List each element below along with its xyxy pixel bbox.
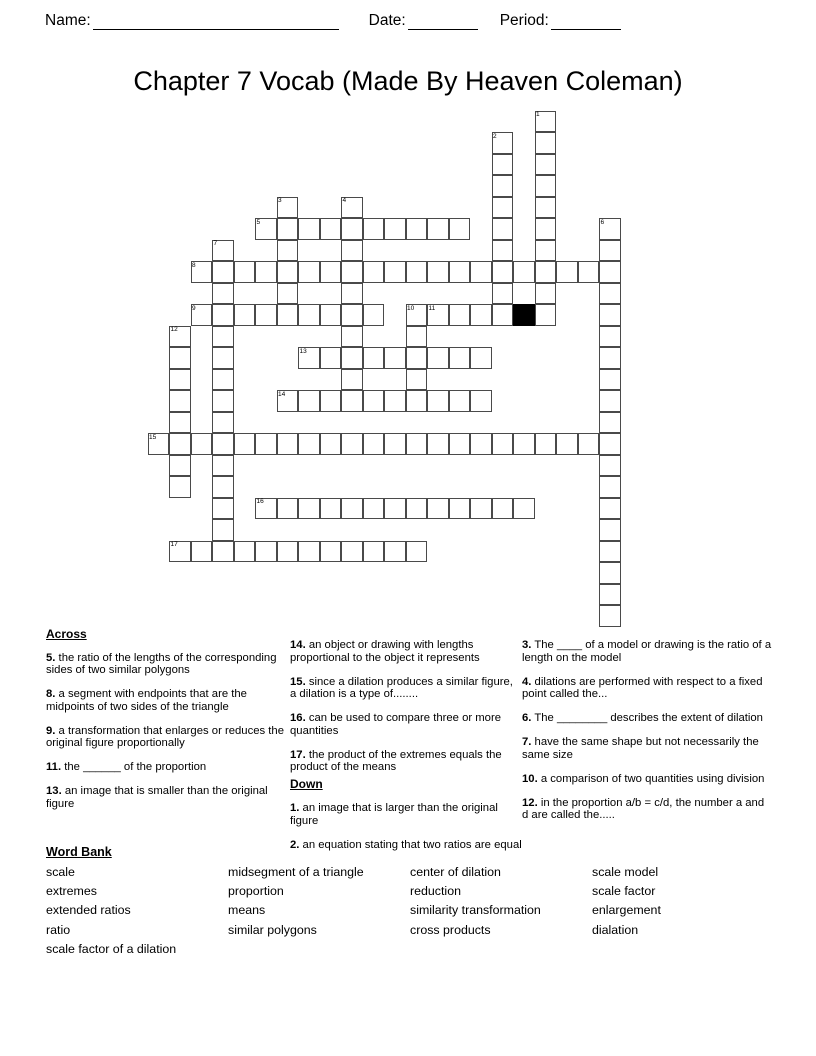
crossword-cell[interactable]: [535, 197, 557, 219]
crossword-cell[interactable]: [191, 261, 213, 283]
crossword-cell[interactable]: [556, 433, 578, 455]
word-bank-item[interactable]: ratio: [46, 922, 71, 937]
crossword-cell[interactable]: [427, 218, 449, 240]
crossword-cell[interactable]: [556, 261, 578, 283]
crossword-cell[interactable]: [341, 369, 363, 391]
crossword-cell[interactable]: [535, 433, 557, 455]
crossword-cell[interactable]: [470, 347, 492, 369]
clues-column-1: [46, 628, 290, 815]
crossword-cell[interactable]: [341, 541, 363, 563]
crossword-cell[interactable]: [513, 433, 535, 455]
crossword-cell[interactable]: [212, 433, 234, 455]
crossword-cell[interactable]: [427, 304, 449, 326]
crossword-cell[interactable]: [341, 390, 363, 412]
crossword-cell[interactable]: [320, 347, 342, 369]
crossword-cell[interactable]: [277, 240, 299, 262]
across-clue-item: [46, 688, 290, 713]
crossword-cell-number: 2: [493, 132, 497, 140]
crossword-cell[interactable]: [341, 326, 363, 348]
clue-number: 2.: [290, 838, 300, 851]
crossword-cell[interactable]: [492, 218, 514, 240]
crossword-cell[interactable]: [599, 562, 621, 584]
crossword-cell[interactable]: [427, 433, 449, 455]
crossword-cell[interactable]: [320, 261, 342, 283]
crossword-cell-number: 14: [278, 390, 286, 398]
crossword-cell[interactable]: [212, 304, 234, 326]
down-heading: Down: [290, 777, 323, 792]
crossword-cell[interactable]: [212, 476, 234, 498]
clue-number: 3.: [522, 639, 532, 652]
crossword-cell[interactable]: [406, 369, 428, 391]
crossword-cell[interactable]: [341, 347, 363, 369]
crossword-cell[interactable]: [169, 326, 191, 348]
crossword-cell[interactable]: [599, 390, 621, 412]
clue-number: 7.: [522, 736, 532, 749]
crossword-cell[interactable]: [406, 218, 428, 240]
crossword-cell[interactable]: [277, 390, 299, 412]
crossword-cell[interactable]: [513, 261, 535, 283]
crossword-cell[interactable]: [320, 498, 342, 520]
crossword-cell[interactable]: [470, 261, 492, 283]
crossword-cell[interactable]: [513, 498, 535, 520]
crossword-cell[interactable]: [363, 541, 385, 563]
word-bank-item[interactable]: scale factor of a dilation: [46, 941, 177, 956]
crossword-cell[interactable]: [234, 261, 256, 283]
word-bank-item[interactable]: midsegment of a triangle: [228, 865, 364, 879]
crossword-cell[interactable]: [320, 433, 342, 455]
crossword-cell[interactable]: [384, 261, 406, 283]
crossword-cell[interactable]: [191, 541, 213, 563]
crossword-cell[interactable]: [277, 498, 299, 520]
clue-number: 9.: [46, 724, 56, 737]
down-clue-list-part2: [522, 639, 772, 821]
crossword-cell[interactable]: [535, 240, 557, 262]
crossword-cell[interactable]: [492, 498, 514, 520]
crossword-cell[interactable]: [298, 347, 320, 369]
word-bank-item[interactable]: cross products: [410, 922, 491, 937]
down-clue-item: [522, 712, 772, 725]
crossword-cell-number: 3: [278, 197, 282, 204]
clue-text: The ________ describes the extent of dilation: [531, 712, 763, 725]
crossword-cell[interactable]: [406, 433, 428, 455]
clue-text: since a dilation produces a similar figure, a dilation is a type of........: [290, 675, 513, 701]
crossword-cell[interactable]: [599, 433, 621, 455]
clue-text: an object or drawing with lengths proportional to the object it represents: [290, 639, 480, 664]
crossword-cell[interactable]: [277, 304, 299, 326]
clue-number: 5.: [46, 651, 56, 664]
crossword-cell[interactable]: [212, 283, 234, 305]
word-bank-item[interactable]: enlargement: [592, 903, 661, 918]
clues-column-3: [522, 628, 772, 826]
crossword-cell[interactable]: [492, 132, 514, 154]
crossword-cell[interactable]: [535, 175, 557, 197]
crossword-cell[interactable]: [578, 433, 600, 455]
crossword-cell[interactable]: [212, 390, 234, 412]
crossword-cell[interactable]: [599, 412, 621, 434]
crossword-blocked-cell: [513, 304, 535, 326]
period-label: Period:: [499, 12, 549, 29]
crossword-cell[interactable]: [427, 390, 449, 412]
word-bank-item[interactable]: scale: [46, 865, 75, 879]
crossword-cell[interactable]: [599, 304, 621, 326]
crossword-cell[interactable]: [406, 304, 428, 326]
crossword-cell[interactable]: [320, 541, 342, 563]
crossword-cell[interactable]: [492, 240, 514, 262]
crossword-cell[interactable]: [384, 347, 406, 369]
crossword-cell[interactable]: [492, 197, 514, 219]
crossword-cell-number: 11: [428, 304, 436, 312]
crossword-cell[interactable]: [535, 261, 557, 283]
crossword-cell[interactable]: [406, 347, 428, 369]
clue-text: the ratio of the lengths of the corresponding sides of two similar polygons: [46, 651, 277, 677]
crossword-cell[interactable]: [492, 175, 514, 197]
crossword-cell-number: 6: [600, 218, 605, 226]
crossword-cell[interactable]: [427, 261, 449, 283]
crossword-cell[interactable]: [298, 498, 320, 520]
across-clue-item: [46, 652, 290, 677]
crossword-cell[interactable]: [599, 476, 621, 498]
crossword-cell[interactable]: [298, 433, 320, 455]
crossword-cell[interactable]: [298, 261, 320, 283]
crossword-cell[interactable]: [599, 283, 621, 305]
crossword-cell[interactable]: [255, 261, 277, 283]
crossword-cell[interactable]: [234, 433, 256, 455]
crossword-cell[interactable]: [255, 304, 277, 326]
crossword-cell[interactable]: [449, 433, 471, 455]
word-bank-section: [46, 845, 776, 959]
crossword-cell-number: 5: [256, 218, 261, 226]
crossword-cell[interactable]: [234, 304, 256, 326]
crossword-cell[interactable]: [341, 304, 363, 326]
crossword-cell[interactable]: [449, 218, 471, 240]
clue-number: 11.: [46, 761, 62, 774]
down-clue-item: [522, 773, 772, 786]
crossword-cell[interactable]: [363, 218, 385, 240]
crossword-cell[interactable]: [384, 218, 406, 240]
clue-number: 16.: [290, 712, 306, 725]
crossword-cell[interactable]: [492, 433, 514, 455]
crossword-cell[interactable]: [298, 218, 320, 240]
crossword-cell-number: 7: [213, 240, 218, 247]
crossword-cell[interactable]: [599, 584, 621, 606]
down-clue-item: [522, 736, 772, 761]
clue-number: 17.: [290, 748, 306, 761]
across-clue-item: [46, 785, 290, 810]
crossword-cell[interactable]: [320, 390, 342, 412]
crossword-cell[interactable]: [169, 476, 191, 498]
across-clue-item: [290, 749, 522, 774]
crossword-cell[interactable]: [363, 347, 385, 369]
crossword-cell[interactable]: [277, 433, 299, 455]
crossword-cell[interactable]: [212, 541, 234, 563]
clue-text: The ____ of a model or drawing is the ratio of a length on the model: [522, 639, 772, 664]
word-bank-item[interactable]: similarity transformation: [410, 903, 541, 918]
clue-number: 4.: [522, 675, 532, 688]
crossword-cell[interactable]: [277, 197, 299, 219]
crossword-cell[interactable]: [406, 261, 428, 283]
crossword-cell-number: 16: [256, 498, 264, 505]
clue-text: in the proportion a/b = c/d, the number a and d are called the.....: [522, 796, 765, 822]
crossword-cell[interactable]: [449, 261, 471, 283]
clues-column-2: [290, 628, 522, 856]
crossword-cell[interactable]: [427, 347, 449, 369]
clue-text: the product of the extremes equals the product of the means: [290, 748, 502, 774]
crossword-cell[interactable]: [470, 498, 492, 520]
crossword-cell[interactable]: [406, 390, 428, 412]
crossword-cell[interactable]: [341, 240, 363, 262]
crossword-cell[interactable]: [406, 541, 428, 563]
across-clue-item: [290, 712, 522, 737]
crossword-cell[interactable]: [427, 498, 449, 520]
crossword-cell[interactable]: [169, 390, 191, 412]
crossword-cell[interactable]: [212, 412, 234, 434]
name-label: Name:: [45, 12, 91, 29]
crossword-cell[interactable]: [320, 218, 342, 240]
crossword-cell[interactable]: [363, 390, 385, 412]
down-clue-item: [290, 802, 522, 827]
word-bank-column: [410, 863, 592, 959]
crossword-cell[interactable]: [191, 304, 213, 326]
crossword-cell[interactable]: [298, 541, 320, 563]
crossword-cell[interactable]: [363, 498, 385, 520]
crossword-cell[interactable]: [492, 154, 514, 176]
across-clue-list-part1: [46, 652, 290, 811]
crossword-cell[interactable]: [535, 283, 557, 305]
down-clue-item: [522, 676, 772, 701]
crossword-cell[interactable]: [191, 433, 213, 455]
crossword-cell[interactable]: [578, 261, 600, 283]
crossword-cell-number: 8: [192, 261, 196, 269]
clue-number: 13.: [46, 785, 62, 798]
crossword-cell[interactable]: [449, 390, 471, 412]
crossword-cell[interactable]: [148, 433, 170, 455]
crossword-cell[interactable]: [492, 261, 514, 283]
word-bank-item[interactable]: proportion: [228, 884, 284, 899]
crossword-cell[interactable]: [169, 433, 191, 455]
crossword-cell[interactable]: [363, 261, 385, 283]
clue-number: 14.: [290, 639, 306, 652]
word-bank-item[interactable]: extended ratios: [46, 903, 131, 918]
crossword-cell[interactable]: [384, 390, 406, 412]
crossword-cell[interactable]: [449, 498, 471, 520]
across-clue-item: [290, 676, 522, 701]
crossword-cell[interactable]: [341, 433, 363, 455]
crossword-cell[interactable]: [599, 326, 621, 348]
word-bank-item[interactable]: scale model: [592, 865, 659, 879]
crossword-cell[interactable]: [470, 433, 492, 455]
crossword-cell[interactable]: [341, 283, 363, 305]
crossword-cell[interactable]: [599, 261, 621, 283]
clue-number: 12.: [522, 796, 538, 809]
crossword-cell[interactable]: [599, 369, 621, 391]
crossword-cell[interactable]: [384, 498, 406, 520]
clue-number: 15.: [290, 675, 306, 688]
clue-text: a transformation that enlarges or reduces the original figure proportionally: [46, 724, 284, 750]
crossword-cell[interactable]: [406, 498, 428, 520]
crossword-cell[interactable]: [212, 261, 234, 283]
word-bank-item[interactable]: extremes: [46, 884, 97, 899]
crossword-cell[interactable]: [599, 541, 621, 563]
crossword-cell-number: 12: [170, 326, 178, 333]
down-clue-item: [522, 639, 772, 664]
clue-text: can be used to compare three or more quantities: [290, 712, 502, 737]
word-bank-item[interactable]: similar polygons: [228, 922, 317, 937]
crossword-cell[interactable]: [277, 218, 299, 240]
clues-section: [46, 628, 772, 856]
crossword-cell[interactable]: [212, 240, 234, 262]
crossword-cell[interactable]: [169, 369, 191, 391]
crossword-cell[interactable]: [320, 304, 342, 326]
date-label: Date:: [368, 12, 406, 29]
across-clue-item: [46, 761, 290, 774]
crossword-cell[interactable]: [341, 498, 363, 520]
word-bank-heading: Word Bank: [46, 845, 112, 859]
word-bank-grid: [46, 863, 776, 959]
crossword-cell[interactable]: [599, 605, 621, 627]
crossword-cell[interactable]: [255, 218, 277, 240]
crossword-cell[interactable]: [470, 304, 492, 326]
crossword-cell[interactable]: [212, 369, 234, 391]
clue-number: 1.: [290, 802, 300, 815]
across-clue-item: [46, 725, 290, 750]
crossword-cell[interactable]: [298, 304, 320, 326]
crossword-cell[interactable]: [599, 498, 621, 520]
word-bank-column: [592, 863, 774, 959]
crossword-cell[interactable]: [492, 304, 514, 326]
crossword-cell[interactable]: [277, 261, 299, 283]
crossword-cell[interactable]: [363, 433, 385, 455]
clue-number: 8.: [46, 688, 56, 701]
crossword-cell[interactable]: [449, 347, 471, 369]
crossword-cell[interactable]: [341, 197, 363, 219]
clue-number: 6.: [522, 712, 532, 725]
crossword-cell[interactable]: [277, 541, 299, 563]
crossword-cell[interactable]: [169, 455, 191, 477]
crossword-cell[interactable]: [535, 218, 557, 240]
crossword-cell[interactable]: [535, 304, 557, 326]
clue-text: an image that is smaller than the original figure: [46, 785, 268, 810]
across-clue-item: [290, 639, 522, 664]
crossword-cell[interactable]: [212, 455, 234, 477]
crossword-cell[interactable]: [599, 347, 621, 369]
crossword-cell[interactable]: [169, 541, 191, 563]
crossword-cell-number: 17: [170, 541, 178, 548]
crossword-cell-number: 10: [407, 304, 415, 312]
crossword-cell[interactable]: [384, 433, 406, 455]
across-clue-list-part2: [290, 639, 522, 774]
crossword-cell[interactable]: [535, 111, 557, 133]
word-bank-item[interactable]: reduction: [410, 884, 461, 899]
clue-number: 10.: [522, 772, 538, 785]
crossword-cell-number: 4: [342, 197, 347, 204]
crossword-cell[interactable]: [298, 390, 320, 412]
page-title: Chapter 7 Vocab (Made By Heaven Coleman): [133, 66, 683, 97]
clue-text: an equation stating that two ratios are equal: [299, 838, 522, 851]
crossword-cell[interactable]: [341, 218, 363, 240]
clue-text: a segment with endpoints that are the midpoints of two sides of the triangle: [46, 688, 247, 713]
crossword-cell[interactable]: [169, 412, 191, 434]
clue-text: an image that is larger than the original figure: [290, 802, 498, 827]
crossword-cell[interactable]: [255, 433, 277, 455]
down-clue-item: [522, 797, 772, 822]
crossword-cell[interactable]: [341, 261, 363, 283]
crossword-cell[interactable]: [599, 519, 621, 541]
across-heading: Across: [46, 627, 87, 641]
crossword-cell[interactable]: [234, 541, 256, 563]
crossword-cell[interactable]: [599, 218, 621, 240]
crossword-cell[interactable]: [535, 154, 557, 176]
crossword-cell[interactable]: [535, 132, 557, 154]
crossword-cell[interactable]: [363, 304, 385, 326]
crossword-cell[interactable]: [384, 541, 406, 563]
crossword-cell[interactable]: [492, 283, 514, 305]
crossword-cell[interactable]: [255, 498, 277, 520]
crossword-cell-number: 13: [299, 347, 307, 355]
clue-text: a comparison of two quantities using division: [537, 772, 765, 785]
crossword-cell-number: 15: [149, 433, 157, 441]
crossword-cell[interactable]: [212, 519, 234, 541]
crossword-cell[interactable]: [406, 326, 428, 348]
crossword-cell[interactable]: [212, 326, 234, 348]
crossword-cell[interactable]: [212, 347, 234, 369]
crossword-cell[interactable]: [470, 390, 492, 412]
clue-text: have the same shape but not necessarily the same size: [522, 736, 759, 761]
crossword-cell[interactable]: [212, 498, 234, 520]
crossword-cell-number: 9: [192, 304, 196, 312]
crossword-cell[interactable]: [277, 283, 299, 305]
clue-text: dilations are performed with respect to a fixed point called the...: [522, 675, 763, 701]
crossword-cell[interactable]: [449, 304, 471, 326]
word-bank-item[interactable]: center of dilation: [410, 865, 501, 879]
crossword-cell[interactable]: [255, 541, 277, 563]
crossword-cell[interactable]: [169, 347, 191, 369]
crossword-cell[interactable]: [599, 240, 621, 262]
crossword-cell[interactable]: [599, 455, 621, 477]
clue-text: the ______ of the proportion: [61, 761, 207, 774]
word-bank-column: [46, 863, 228, 959]
word-bank-item[interactable]: scale factor: [592, 884, 656, 899]
word-bank-item[interactable]: dialation: [592, 922, 639, 937]
word-bank-column: [228, 863, 410, 959]
word-bank-item[interactable]: means: [228, 903, 266, 918]
crossword-cell-number: 1: [536, 111, 540, 118]
